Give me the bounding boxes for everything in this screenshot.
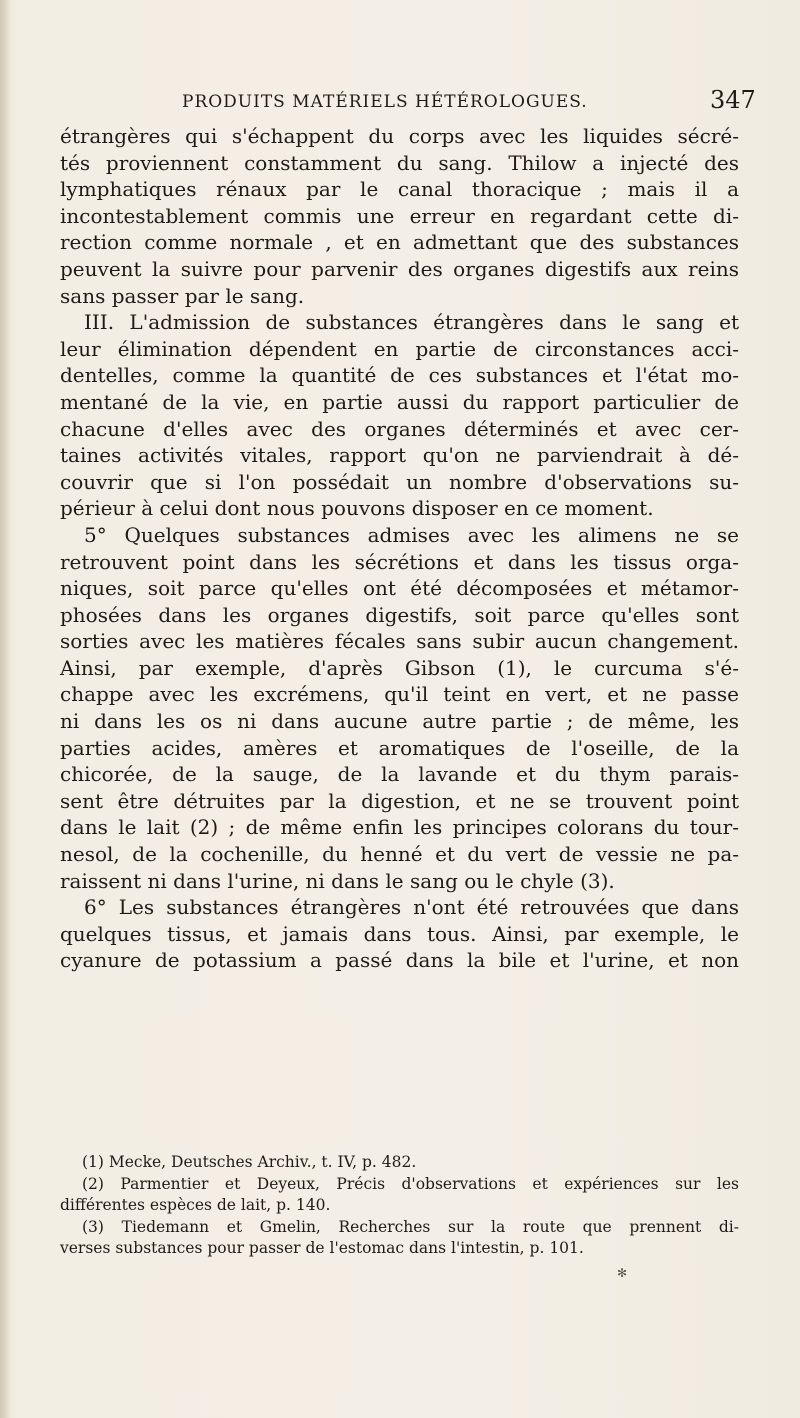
text-line: Ainsi, par exemple, d'après Gibson (1), le curcuma s'é- [60,655,739,680]
page-gutter-shadow [0,0,10,1418]
text-line: cyanure de potassium a passé dans la bile et l'urine, et non [60,948,739,973]
text-line: chappe avec les excrémens, qu'il teint en vert, et ne passe [60,682,739,707]
text-line: rection comme normale , et en admettant que des substances [60,230,739,255]
text-line: tés proviennent constamment du sang. Thilow a injecté des [60,150,739,175]
text-line: III. L'admission de substances étrangères dans le sang et [84,310,739,335]
footnote-continuation: verses substances pour passer de l'estomac dans l'intestin, p. 101. [60,1239,584,1257]
text-line: couvrir que si l'on possédait un nombre d'observations su- [60,469,739,494]
text-line: sent être détruites par la digestion, et ne se trouvent point [60,788,739,813]
body-text [60,123,739,974]
text-line: sorties avec les matières fécales sans subir aucun changement. [60,629,739,654]
text-line: périeur à celui dont nous pouvons disposer en ce moment. [60,496,654,521]
page-header [0,86,800,118]
text-line: phosées dans les organes digestifs, soit parce qu'elles sont [60,602,739,627]
text-line: sans passer par le sang. [60,283,305,308]
text-line: retrouvent point dans les sécrétions et dans les tissus orga- [60,549,739,574]
text-line: leur élimination dépendent en partie de circonstances acci- [60,336,739,361]
text-line: ni dans les os ni dans aucune autre partie ; de même, les [60,709,739,734]
text-line: étrangères qui s'échappent du corps avec les liquides sécré- [60,124,739,148]
running-title: PRODUITS MATÉRIELS HÉTÉROLOGUES. [182,92,588,112]
footnote-continuation: différentes espèces de lait, p. 140. [60,1196,331,1214]
text-line: nesol, de la cochenille, du henné et du vert de vessie ne pa- [60,842,739,867]
text-line: chicorée, de la sauge, de la lavande et du thym parais- [60,762,739,787]
page-number: 347 [710,86,756,114]
text-line: 6° Les substances étrangères n'ont été retrouvées que dans [84,895,739,920]
text-line: lymphatiques rénaux par le canal thoracique ; mais il a [60,177,739,202]
text-line: mentané de la vie, en partie aussi du rapport particulier de [60,389,739,414]
text-line: peuvent la suivre pour parvenir des organes digestifs aux reins [60,256,739,281]
footnote: (1) Mecke, Deutsches Archiv., t. IV, p. 482. [82,1153,417,1171]
text-line: incontestablement commis une erreur en regardant cette di- [60,203,739,228]
text-line: dans le lait (2) ; de même enfin les principes colorans du tour- [60,815,739,840]
footnote: (2) Parmentier et Deyeux, Précis d'observations et expériences sur les [82,1174,739,1193]
text-line: raissent ni dans l'urine, ni dans le sang ou le chyle (3). [60,868,615,893]
text-line: dentelles, comme la quantité de ces substances et l'état mo- [60,363,739,388]
text-line: chacune d'elles avec des organes déterminés et avec cer- [60,416,739,441]
footnote: (3) Tiedemann et Gmelin, Recherches sur la route que prennent di- [82,1217,739,1236]
stray-mark: ✻ [617,1266,628,1280]
text-line: parties acides, amères et aromatiques de l'oseille, de la [60,735,739,760]
footnotes [60,1152,739,1260]
text-line: taines activités vitales, rapport qu'on ne parviendrait à dé- [60,443,739,468]
text-line: quelques tissus, et jamais dans tous. Ainsi, par exemple, le [60,921,739,946]
text-line: niques, soit parce qu'elles ont été décomposées et métamor- [60,576,739,601]
text-line: 5° Quelques substances admises avec les alimens ne se [84,522,739,547]
